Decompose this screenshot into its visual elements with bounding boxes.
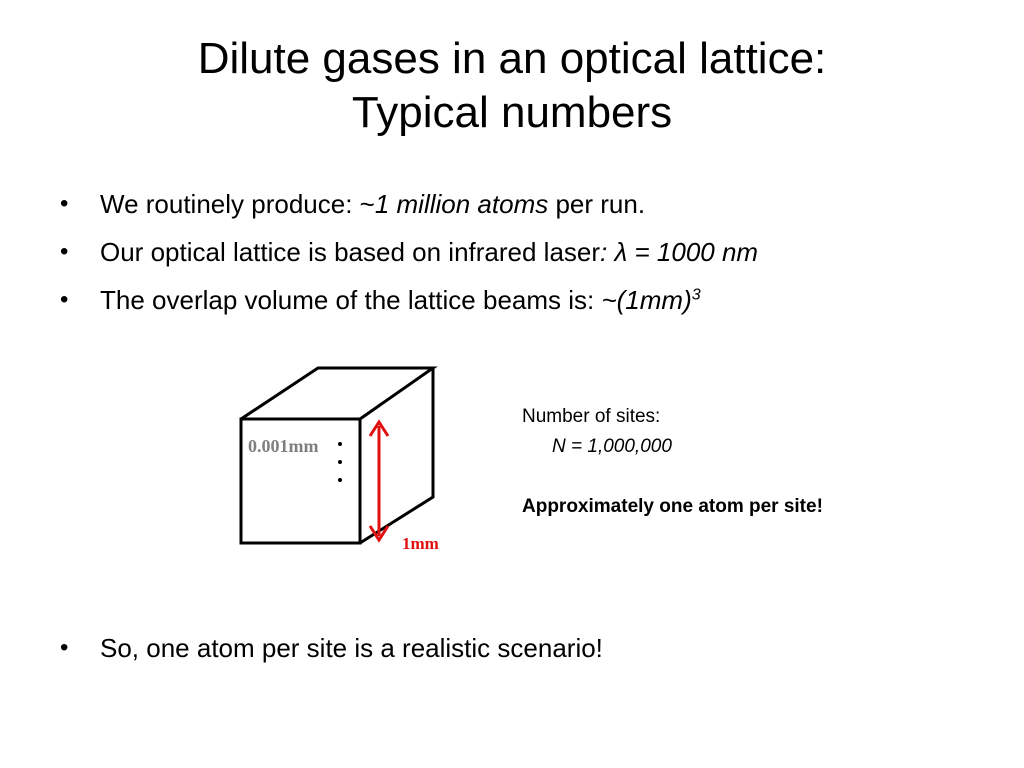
- sites-heading: Number of sites:: [522, 406, 661, 427]
- bullet-item-laser: [58, 236, 758, 268]
- small-spacing-label: 0.001mm: [248, 436, 319, 456]
- bullet-text: We routinely produce: ~: [100, 189, 375, 219]
- bullet-emphasis: : λ = 1000 nm: [600, 237, 759, 267]
- bullet-text: Our optical lattice is based on infrared laser: [100, 237, 601, 267]
- bullet-dot: •: [60, 286, 69, 313]
- bullet-text: So, one atom per site is a realistic scenario!: [100, 633, 603, 663]
- title-line-2: Typical numbers: [351, 88, 673, 137]
- bullet-item-volume: [58, 284, 758, 316]
- bullet-dot: •: [60, 238, 69, 265]
- lattice-cube-figure: [230, 360, 480, 560]
- size-label-1mm: 1mm: [402, 534, 439, 553]
- bullet-list: [58, 188, 758, 332]
- cube-drawing: [230, 360, 480, 560]
- title-line-1: Dilute gases in an optical lattice:: [197, 34, 827, 83]
- bullet-item-atoms: [58, 188, 758, 220]
- sites-conclusion: Approximately one atom per site!: [522, 496, 823, 517]
- bullet-superscript: 3: [691, 286, 701, 304]
- bullet-dot: •: [60, 190, 69, 217]
- slide-title: [0, 32, 1024, 140]
- sites-note: [522, 402, 823, 522]
- conclusion-list: [58, 632, 603, 680]
- bullet-emphasis: ~(1mm): [601, 285, 692, 315]
- bullet-text: The overlap volume of the lattice beams is:: [100, 285, 602, 315]
- bullet-text-suffix: per run.: [548, 189, 646, 219]
- bullet-dot: •: [60, 634, 69, 661]
- bullet-emphasis: 1 million atoms: [374, 189, 549, 219]
- sites-count: N = 1,000,000: [552, 436, 672, 457]
- bullet-item-conclusion: [58, 632, 603, 664]
